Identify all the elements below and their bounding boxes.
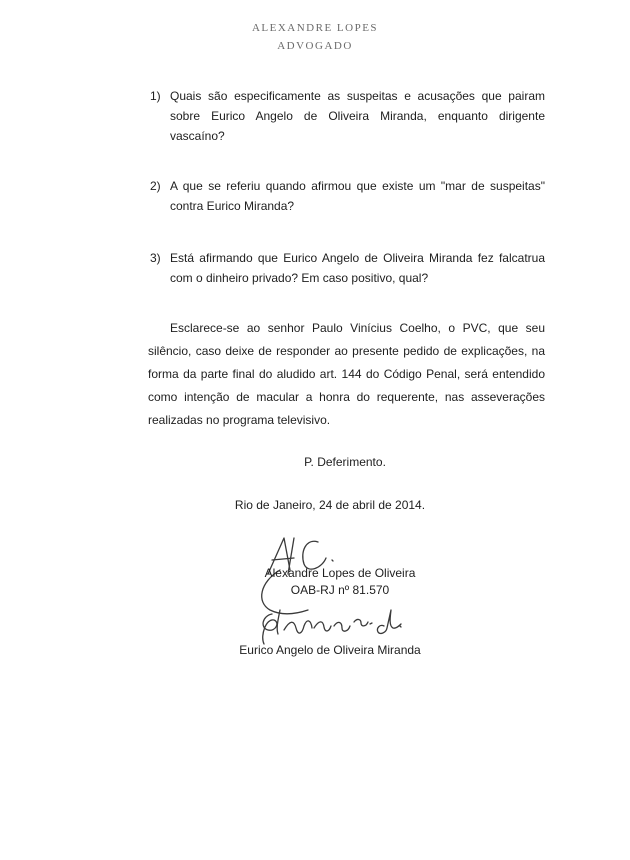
question-3-text: Está afirmando que Eurico Angelo de Oliveira Miranda fez falcatrua com o dinheiro privado? Em caso positivo, qual? bbox=[170, 251, 545, 285]
letterhead-name: ALEXANDRE LOPES bbox=[251, 22, 379, 34]
signature-2-name: Eurico Angelo de Oliveira Miranda bbox=[239, 643, 421, 657]
question-2 bbox=[150, 176, 545, 216]
closing-text: P. Deferimento. bbox=[304, 455, 386, 469]
body-paragraph: Esclarece-se ao senhor Paulo Vinícius Coelho, o PVC, que seu silêncio, caso deixe de responder ao presente pedido de explicações, na forma da parte final do aludido art. 144 do Código Penal, será entendido como intenção de macular a honra do requerente, nas asseverações realizadas no programa televisivo. bbox=[148, 321, 545, 427]
date-line: Rio de Janeiro, 24 de abril de 2014. bbox=[234, 498, 426, 512]
question-3 bbox=[150, 248, 545, 288]
question-1-text: Quais são especificamente as suspeitas e acusações que pairam sobre Eurico Angelo de Oliveira Miranda, enquanto dirigente vascaíno? bbox=[170, 89, 545, 143]
question-3-number: 3) bbox=[150, 251, 161, 265]
question-2-number: 2) bbox=[150, 179, 161, 193]
signature-1-registration: OAB-RJ nº 81.570 bbox=[290, 583, 390, 597]
question-1-number: 1) bbox=[150, 89, 161, 103]
letterhead-title: ADVOGADO bbox=[277, 40, 353, 52]
question-1 bbox=[150, 86, 545, 146]
signature-1-name: Alexandre Lopes de Oliveira bbox=[264, 566, 416, 580]
question-2-text: A que se referiu quando afirmou que existe um "mar de suspeitas" contra Eurico Miranda? bbox=[170, 179, 545, 213]
